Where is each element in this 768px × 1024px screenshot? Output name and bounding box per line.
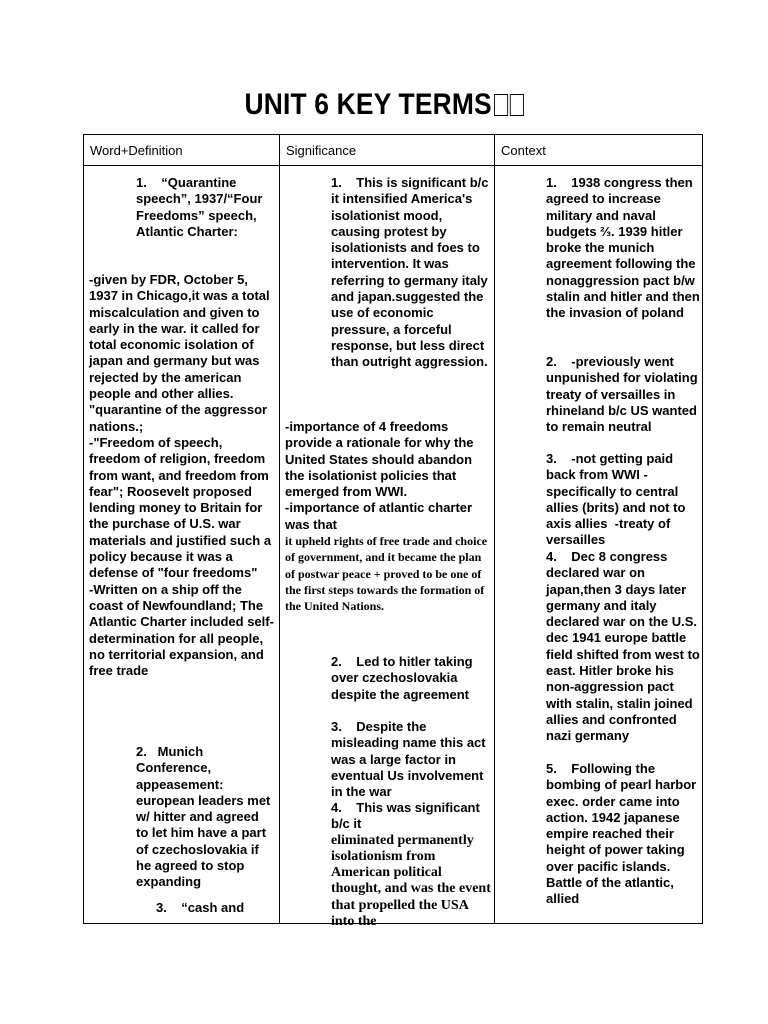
significance-1-body-b: it upheld rights of free trade and choice of government, and it became the plan of postwar peace + proved to be one of the first steps towards the formation of the United Nations.: [285, 534, 491, 614]
significance-1: 1. This is significant b/c it intensified America's isolationist mood, causing protest by isolationists and foes to intervention. It was referring to germany italy and japan.suggested the use of economic pressure, a forceful response, but less direct than outright aggression.: [331, 175, 493, 370]
significance-1-body: [285, 419, 492, 615]
header-context: Context: [495, 135, 703, 166]
missing-glyph-box-icon: [494, 94, 508, 116]
significance-3: 3. Despite the misleading name this act was a large factor in eventual Us involvement in the war: [331, 719, 490, 800]
term-1-definition: -given by FDR, October 5, 1937 in Chicago,it was a total miscalculation and given to early in the war. it called for total economic isolation of japan and germany but was rejected by the american people and other allies. "quarantine of the aggressor nations.; -"Freedom of speech, freedom of religion, freedom from want, and freedom from fear"; Roosevelt proposed lending money to Britain for the purchase of U.S. war materials and justified such a policy because it was a defense of "four freedoms" -Written on a ship off the coast of Newfoundland; The Atlantic Charter included self-determination for all people, no territorial expansion, and free trade: [89, 272, 274, 679]
table-row: [84, 166, 703, 924]
word-definition-cell: [84, 166, 280, 924]
context-2: 2. -previously went unpunished for violating treaty of versailles in rhineland b/c US wanted to remain neutral: [546, 354, 702, 435]
term-1-heading: 1. “Quarantine speech”, 1937/“Four Freedoms” speech, Atlantic Charter:: [136, 175, 267, 239]
term-2-definition: 2. Munich Conference, appeasement: european leaders met w/ hitter and agreed to let him have a part of czechoslovakia if he agreed to stop expanding: [136, 744, 275, 890]
term-3-heading: 3. “cash and: [156, 900, 245, 915]
significance-1-body-a: -importance of 4 freedoms provide a rationale for why the United States should abandon the isolationist policies that emerged from WWI. -importance of atlantic charter was that: [285, 419, 474, 532]
context-1: 1. 1938 congress then agreed to increase military and naval budgets ⅔. 1939 hitler broke the munich agreement following the nonaggression pact b/w stalin and hitler and then the invasion of poland: [546, 175, 704, 321]
missing-glyph-box-icon: [509, 94, 523, 116]
header-word-definition: Word+Definition: [84, 135, 280, 166]
key-terms-table: [83, 134, 704, 930]
significance-cell: [280, 166, 495, 930]
context-3: 3. -not getting paid back from WWI -specifically to central allies (brits) and not to axis allies -treaty of versailles: [546, 451, 690, 548]
significance-4: [331, 800, 495, 930]
significance-2: 2. Led to hitler taking over czechoslovakia despite the agreement: [331, 654, 477, 702]
significance-4-serif: eliminated permanently isolationism from American political thought, and was the event that propelled the USA into the: [331, 832, 495, 930]
significance-4-intro: 4. This was significant b/c it: [331, 800, 484, 832]
title-text: UNIT 6 KEY TERMS: [244, 88, 492, 121]
context-4: 4. Dec 8 congress declared war on japan,then 3 days later germany and italy declared war on the U.S. dec 1941 europe battle field shifted from west to east. Hitler broke his non-aggression pact with stalin, stalin joined allies and confronted nazi germany: [546, 549, 704, 744]
context-cell: [495, 166, 703, 924]
context-5: 5. Following the bombing of pearl harbor exec. order came into action. 1942 japanese empire reached their height of power taking over pacific islands. Battle of the atlantic, allied: [546, 761, 700, 907]
header-significance: Significance: [280, 135, 495, 166]
table-header-row: [84, 135, 703, 166]
document-title: [46, 88, 722, 122]
